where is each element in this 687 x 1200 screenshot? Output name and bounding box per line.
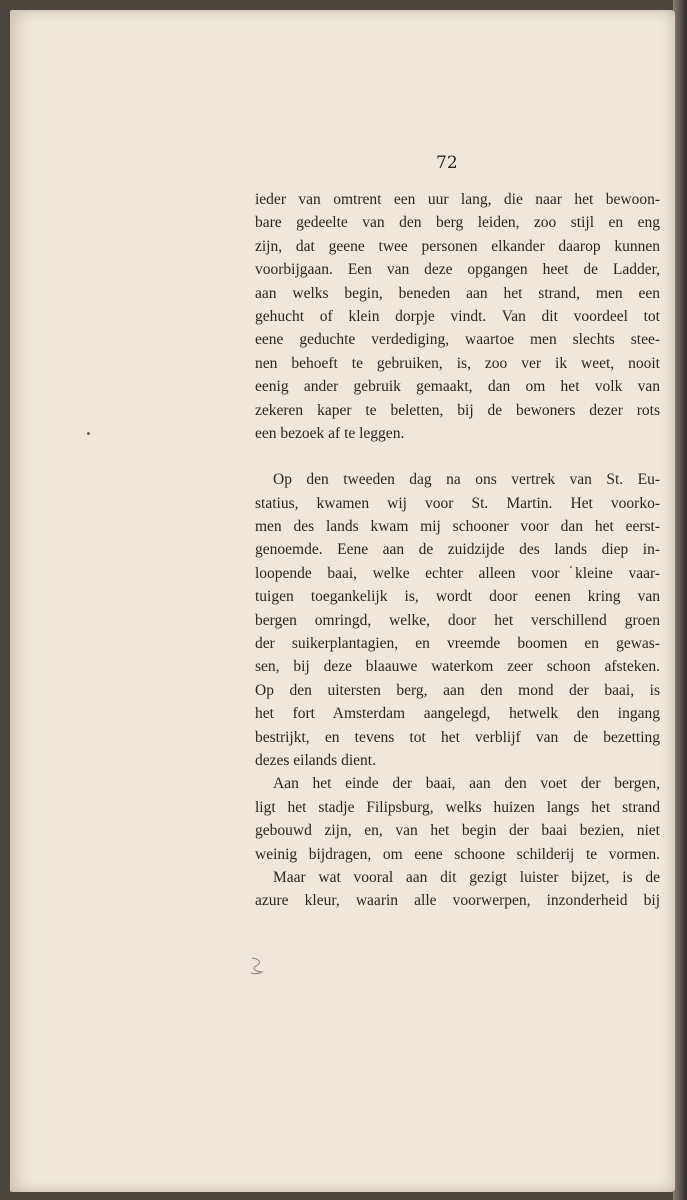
text-line: zijn, dat geene twee personen elkander daarop kunnen xyxy=(255,237,660,255)
text-line: dezes eilands dient. xyxy=(255,751,376,769)
text-line: bare gedeelte van den berg leiden, zoo stijl en eng xyxy=(255,214,660,232)
text-line: Op den uitersten berg, aan den mond der baai, is xyxy=(255,681,660,699)
text-line: aan welks begin, beneden aan het strand, men een xyxy=(255,284,660,302)
text-line: ieder van omtrent een uur lang, die naar het bewoon- xyxy=(255,191,660,208)
text-line: bestrijkt, en tevens tot het verblijf van de bezetting xyxy=(255,728,660,746)
book-page xyxy=(10,10,675,1192)
paragraph-1 xyxy=(255,188,660,445)
text-line: Maar wat vooral aan dit gezigt luister bijzet, is de xyxy=(273,868,660,886)
text-line: gebouwd zijn, en, van het begin der baai bezien, niet xyxy=(255,822,660,840)
text-line: gehucht of klein dorpje vindt. Van dit voordeel tot xyxy=(255,307,660,325)
text-line: voorbijgaan. Een van deze opgangen heet de Ladder, xyxy=(255,261,660,279)
paragraph-3 xyxy=(255,772,660,866)
text-line: eenig ander gebruik gemaakt, dan om het volk van xyxy=(255,378,660,396)
paper-speck xyxy=(87,432,90,435)
text-line: Aan het einde der baai, aan den voet der bergen, xyxy=(273,775,660,793)
pencil-mark-icon xyxy=(248,955,270,977)
text-line: tuigen toegankelijk is, wordt door eenen kring van xyxy=(255,588,660,606)
body-text xyxy=(255,188,660,913)
text-line: men des lands kwam mij schooner voor dan het eerst- xyxy=(255,518,660,536)
paragraph-gap xyxy=(255,445,660,468)
text-line: azure kleur, waarin alle voorwerpen, inzonderheid bij xyxy=(255,892,660,910)
text-line: het fort Amsterdam aangelegd, hetwelk den ingang xyxy=(255,705,660,723)
text-line: loopende baai, welke echter alleen voor kleine vaar- xyxy=(255,564,660,582)
text-line: sen, bij deze blaauwe waterkom zeer schoon afsteken. xyxy=(255,658,660,676)
text-line: een bezoek af te leggen. xyxy=(255,424,405,442)
text-line: eene geduchte verdediging, waartoe men slechts stee- xyxy=(255,331,660,349)
text-line: Op den tweeden dag na ons vertrek van St. Eu- xyxy=(273,471,660,489)
paragraph-4 xyxy=(255,866,660,913)
text-line: ligt het stadje Filipsburg, welks huizen langs het strand xyxy=(255,798,660,816)
text-line: statius, kwamen wij voor St. Martin. Het voorko- xyxy=(255,494,660,512)
text-line: weinig bijdragen, om eene schoone schilderij te vormen. xyxy=(255,845,660,863)
text-line: zekeren kaper te beletten, bij de bewoners dezer rots xyxy=(255,401,660,419)
paragraph-2 xyxy=(255,468,660,772)
text-line: genoemde. Eene aan de zuidzijde des lands diep in- xyxy=(255,541,660,559)
text-line: der suikerplantagien, en vreemde boomen en gewas- xyxy=(255,635,660,653)
page-number: 72 xyxy=(436,153,458,173)
page-edge-shadow xyxy=(673,0,687,1200)
text-line: bergen omringd, welke, door het verschillend groen xyxy=(255,611,660,629)
text-line: nen behoeft te gebruiken, is, zoo ver ik weet, nooit xyxy=(255,354,660,372)
